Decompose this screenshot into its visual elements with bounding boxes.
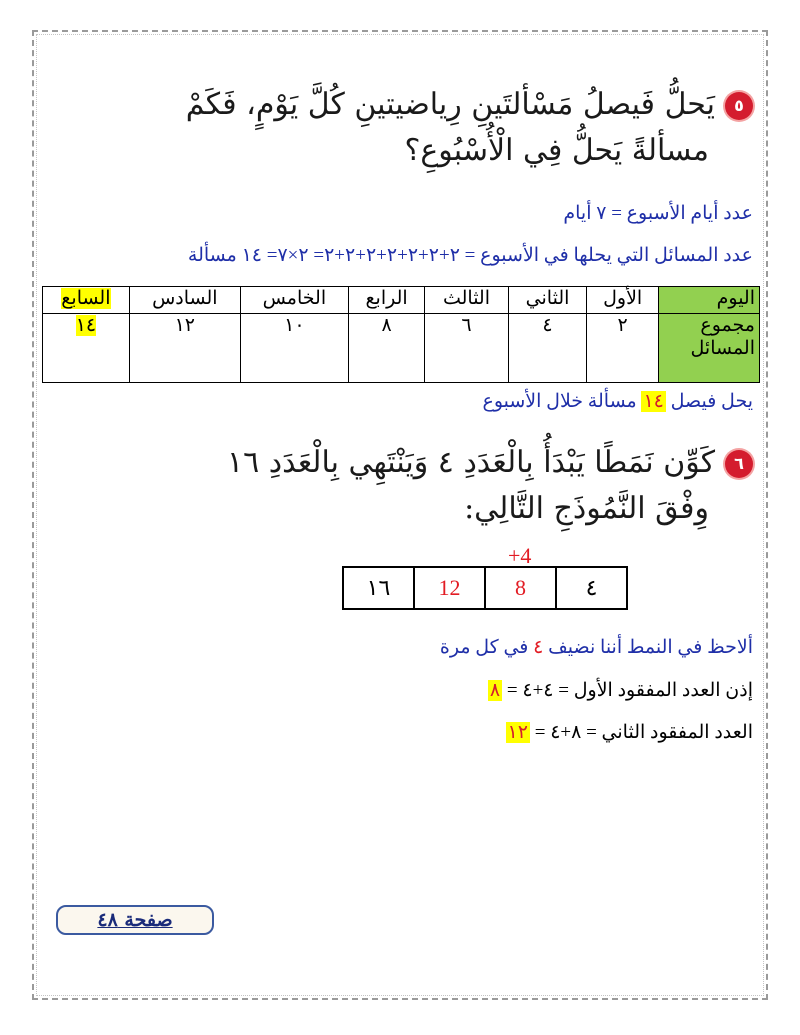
pattern-cell-second: 8 (484, 568, 555, 608)
total-cell: ٢ (587, 314, 659, 383)
observation-prefix: ألاحظ في النمط أننا نضيف (548, 637, 753, 658)
pattern-observation (43, 636, 753, 659)
total-seventh-value: ١٤ (75, 315, 97, 336)
day-cell-highlighted (43, 287, 130, 314)
total-cell: ٤ (508, 314, 587, 383)
problem-6-number-badge: ٦ (725, 450, 753, 478)
page-number-tag (56, 905, 214, 935)
answer-5-number: ١٤ (643, 391, 664, 412)
problems-per-week-line: عدد المسائل التي يحلها في الأسبوع = ٢+٢+٢+٢+٢+٢+٢= ٢×٧= ١٤ مسألة (187, 245, 753, 266)
problem-5-answer (43, 390, 753, 413)
answer-5-suffix: مسألة خلال الأسبوع (482, 391, 637, 412)
pattern-cell-last: ١٦ (366, 575, 391, 600)
first-missing-line (43, 679, 753, 702)
second-missing-number: ١٢ (507, 722, 528, 743)
days-table (42, 286, 760, 383)
days-in-week-line: عدد أيام الأسبوع = ٧ أيام (563, 203, 753, 224)
pattern-step-label: +4 (508, 543, 532, 568)
day-cell: الأول (587, 287, 659, 314)
problem-5-question (73, 82, 753, 174)
total-cell: ١٢ (129, 314, 240, 383)
total-cell: ٦ (425, 314, 509, 383)
problem-6-question (73, 440, 753, 532)
total-cell-highlighted (43, 314, 130, 383)
problem-5-text-1: يَحلُّ فَيصلُ مَسْألتَينِ رِياضيتينِ كُلَّ يَوْمٍ، فَكَمْ (185, 87, 715, 122)
totals-row (43, 314, 760, 383)
problem-5-line-1 (73, 82, 753, 128)
total-cell: ٨ (348, 314, 424, 383)
day-cell: الخامس (240, 287, 348, 314)
page-number-label: صفحة ٤٨ (97, 909, 173, 931)
number-pattern (342, 566, 628, 610)
first-missing-number: ٨ (489, 680, 501, 701)
total-cell: ١٠ (240, 314, 348, 383)
problem-6-line-2: وِفْقَ النَّمُوذَجِ التَّالِي: (464, 491, 709, 526)
day-cell: الثالث (425, 287, 509, 314)
second-missing-line (43, 721, 753, 744)
first-missing-text: إذن العدد المفقود الأول = ٤+٤ = (506, 680, 753, 701)
day-cell: الرابع (348, 287, 424, 314)
days-row (43, 287, 760, 314)
answer-5-prefix: يحل فيصل (670, 391, 753, 412)
pattern-cell-first: ٤ (555, 568, 626, 608)
problem-5-number-badge: ٥ (725, 92, 753, 120)
problem-6-text-1: كَوِّن نَمَطًا يَبْدَأُ بِالْعَدَدِ ٤ وَيَنْتَهِي بِالْعَدَدِ ١٦ (226, 445, 715, 480)
problem-5-line-2: مسألةً يَحلُّ فِي الْأُسْبُوعِ؟ (404, 133, 709, 168)
problem-6-line-1 (73, 440, 753, 486)
second-missing-text: العدد المفقود الثاني = ٨+٤ = (534, 722, 753, 743)
day-seventh-label: السابع (61, 288, 111, 309)
observation-number: ٤ (533, 637, 544, 658)
pattern-cell-third: 12 (413, 568, 484, 608)
observation-suffix: في كل مرة (439, 637, 529, 658)
totals-row-header: مجموع المسائل (659, 314, 760, 383)
day-cell: الثاني (508, 287, 587, 314)
days-row-header: اليوم (659, 287, 760, 314)
day-cell: السادس (129, 287, 240, 314)
